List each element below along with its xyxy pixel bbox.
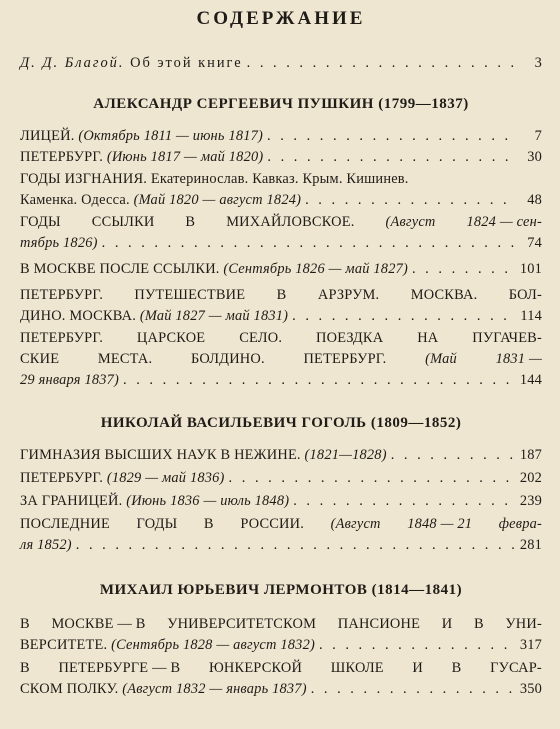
page-number: 281 [519, 537, 542, 553]
page-number: 7 [534, 128, 542, 144]
page-number: 239 [519, 493, 542, 509]
toc-entry[interactable]: ГОДЫ ИЗГНАНИЯ. Екатеринослав. Кавказ. Крым. Кишинев. Каменка. Одесса. (Май 1820 — август 1824) . . . 48 [20, 170, 542, 209]
page-number: 101 [519, 261, 542, 277]
dot-leader [263, 148, 516, 166]
toc-entry[interactable]: ПЕТЕРБУРГ. (1829 — май 1836) . . . 202 [20, 469, 542, 487]
dot-leader [408, 260, 516, 278]
dot-leader [225, 469, 516, 487]
toc-entry[interactable]: ПОСЛЕДНИЕ ГОДЫ В РОССИИ. (Август 1848 — 21 февра- ля 1852) . . . 281 [20, 515, 542, 554]
page-number: 30 [527, 149, 542, 165]
toc-entry[interactable]: ЛИЦЕЙ. (Октябрь 1811 — июнь 1817) . . . 7 [20, 127, 542, 145]
toc-entry[interactable]: ГИМНАЗИЯ ВЫСШИХ НАУК В НЕЖИНЕ. (1821—1828) . . . 187 [20, 446, 542, 464]
toc-entry[interactable]: В МОСКВЕ ПОСЛЕ ССЫЛКИ. (Сентябрь 1826 — май 1827) . . . 101 [20, 260, 542, 278]
page-number: 202 [519, 470, 542, 486]
intro-author: Д. Д. Благой. [20, 55, 125, 71]
section-heading-lermontov: МИХАИЛ ЮРЬЕВИЧ ЛЕРМОНТОВ (1814—1841) [99, 582, 463, 598]
dot-leader [98, 234, 516, 252]
toc-entry[interactable]: В ПЕТЕРБУРГЕ — В ЮНКЕРСКОЙ ШКОЛЕ И В ГУСАР- СКОМ ПОЛКУ. (Август 1832 — январь 1837) . . . 350 [20, 659, 542, 698]
toc-entry[interactable]: ПЕТЕРБУРГ. ЦАРСКОЕ СЕЛО. ПОЕЗДКА НА ПУГАЧЕВ- СКИЕ МЕСТА. БОЛДИНО. ПЕТЕРБУРГ. (Май 1831 — 29 января 1837) . . . 144 [20, 329, 542, 389]
page-number: 74 [527, 235, 542, 251]
intro-text: Об этой книге [130, 55, 243, 71]
toc-entry[interactable]: ГОДЫ ССЫЛКИ В МИХАЙЛОВСКОЕ. (Август 1824 — сен- тябрь 1826) . . . 74 [20, 213, 542, 252]
page-number: 317 [519, 637, 542, 653]
dot-leader [289, 492, 516, 510]
page-number: 48 [527, 192, 542, 208]
toc-entry[interactable]: ПЕТЕРБУРГ. ПУТЕШЕСТВИЕ В АРЗРУМ. МОСКВА. БОЛ- ДИНО. МОСКВА. (Май 1827 — май 1831) . . . 114 [20, 286, 542, 325]
dot-leader [301, 191, 516, 209]
dot-leader [119, 371, 516, 389]
page-title: СОДЕРЖАНИЕ [196, 8, 366, 29]
toc-entry-intro[interactable] [20, 54, 542, 72]
dot-leader [315, 636, 516, 654]
toc-entry[interactable]: ПЕТЕРБУРГ. (Июнь 1817 — май 1820) . . . 30 [20, 148, 542, 166]
dot-leader [72, 536, 516, 554]
toc-entry[interactable]: ЗА ГРАНИЦЕЙ. (Июнь 1836 — июль 1848) . . . 239 [20, 492, 542, 510]
page-number: 3 [534, 55, 542, 71]
page-number: 114 [520, 308, 542, 324]
section-heading-pushkin: АЛЕКСАНДР СЕРГЕЕВИЧ ПУШКИН (1799—1837) [93, 96, 469, 112]
page-number: 350 [519, 681, 542, 697]
dot-leader [288, 307, 516, 325]
section-heading-gogol: НИКОЛАЙ ВАСИЛЬЕВИЧ ГОГОЛЬ (1809—1852) [100, 415, 462, 431]
toc-entry[interactable]: В МОСКВЕ — В УНИВЕРСИТЕТСКОМ ПАНСИОНЕ И В УНИ- ВЕРСИТЕТЕ. (Сентябрь 1828 — август 1832) . . . 317 [20, 615, 542, 654]
dot-leader [263, 127, 516, 145]
dot-leader [243, 54, 516, 72]
page-number: 187 [519, 447, 542, 463]
dot-leader [387, 446, 516, 464]
page-number: 144 [519, 372, 542, 388]
dot-leader [307, 680, 516, 698]
